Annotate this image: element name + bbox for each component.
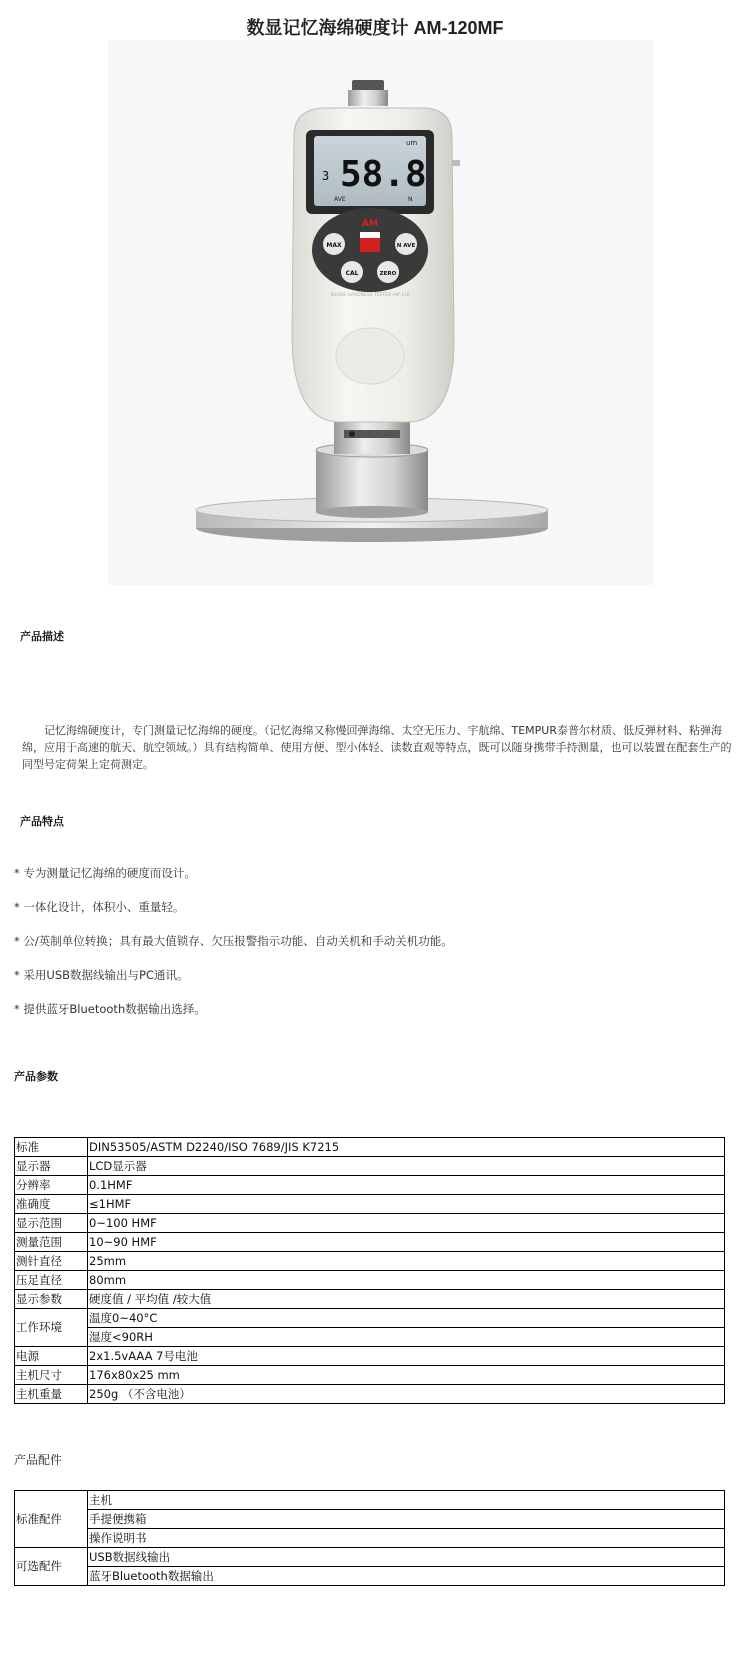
table-row [15,1233,725,1252]
lcd-value: 58.8 [340,154,427,195]
acc-value: USB数据线输出 [88,1548,725,1567]
feature-item: * 采用USB数据线输出与PC通讯。 [14,968,189,982]
table-row [15,1385,725,1404]
features-heading: 产品特点 [20,816,64,828]
param-value: 10~90 HMF [88,1233,725,1252]
param-value: 0.1HMF [88,1176,725,1195]
table-row [15,1138,725,1157]
table-row [15,1176,725,1195]
param-key: 分辨率 [15,1176,88,1195]
param-value: DIN53505/ASTM D2240/ISO 7689/JIS K7215 [88,1138,725,1157]
feature-item: * 一体化设计，体积小、重量轻。 [14,900,185,914]
param-value: ≤1HMF [88,1195,725,1214]
table-row [15,1491,725,1510]
table-row [15,1309,725,1328]
param-key: 电源 [15,1347,88,1366]
param-key: 主机尺寸 [15,1366,88,1385]
params-table [14,1137,725,1404]
param-key: 显示器 [15,1157,88,1176]
param-key: 显示参数 [15,1290,88,1309]
acc-value: 主机 [88,1491,725,1510]
zero-button[interactable]: ZERO [379,271,397,277]
param-key: 准确度 [15,1195,88,1214]
table-row [15,1567,725,1586]
param-key: 主机重量 [15,1385,88,1404]
accessories-table [14,1490,725,1586]
table-row [15,1347,725,1366]
table-row [15,1548,725,1567]
feature-item: * 专为测量记忆海绵的硬度而设计。 [14,866,196,880]
acc-key: 可选配件 [15,1548,88,1586]
feature-item: * 公/英制单位转换；具有最大值锁存、欠压报警指示功能、自动关机和手动关机功能。 [14,934,453,948]
lcd-unit: um [406,139,418,147]
param-value: 硬度值 / 平均值 /较大值 [88,1290,725,1309]
param-value: 温度0~40°C [88,1309,725,1328]
param-value: 0~100 HMF [88,1214,725,1233]
acc-value: 操作说明书 [88,1529,725,1548]
brand-logo: AM [362,219,378,229]
table-row [15,1157,725,1176]
max-button[interactable]: MAX [326,242,342,249]
param-value: 80mm [88,1271,725,1290]
table-row [15,1510,725,1529]
acc-value: 手提便携箱 [88,1510,725,1529]
accessories-heading: 产品配件 [14,1453,63,1467]
param-key: 压足直径 [15,1271,88,1290]
table-row [15,1529,725,1548]
param-key: 工作环境 [15,1309,88,1347]
param-key: 标准 [15,1138,88,1157]
table-row [15,1328,725,1347]
product-photo [108,40,654,585]
n-ave-button[interactable]: N AVE [396,243,416,249]
param-value: 2x1.5vAAA 7号电池 [88,1347,725,1366]
params-heading: 产品参数 [14,1071,58,1083]
param-value: 250g （不含电池） [88,1385,725,1404]
param-value: 湿度<90RH [88,1328,725,1347]
table-row [15,1366,725,1385]
cal-button[interactable]: CAL [345,270,359,277]
param-value: 25mm [88,1252,725,1271]
ring-text: SHORE HARDNESS TESTER AM-120 [330,293,410,298]
page-title: 数显记忆海绵硬度计 AM-120MF [246,18,504,38]
param-value: 176x80x25 mm [88,1366,725,1385]
table-row [15,1195,725,1214]
table-row [15,1214,725,1233]
description-text: 记忆海绵硬度计，专门测量记忆海绵的硬度。（记忆海绵又称慢回弹海绵、太空无压力、宇航绵、TEMPUR泰普尔材质、低反弹材料、粘弹海绵，应用于高速的航天、航空领域。）具有结构简单、使用方便、型小体轻、读数直观等特点，既可以随身携带手持测量，也可以装置在配套生产的同型号定荷架上定荷测定。 [22,724,732,771]
acc-value: 蓝牙Bluetooth数据输出 [88,1567,725,1586]
hardness-tester-illustration [108,40,654,585]
table-row [15,1252,725,1271]
table-row [15,1290,725,1309]
param-key: 测量范围 [15,1233,88,1252]
feature-item: * 提供蓝牙Bluetooth数据输出选择。 [14,1002,206,1016]
lcd-ave: AVE [334,196,346,203]
acc-key: 标准配件 [15,1491,88,1548]
param-value: LCD显示器 [88,1157,725,1176]
lcd-side: 3 [322,169,330,183]
description-heading: 产品描述 [20,631,64,643]
lcd-n: N [408,196,413,203]
table-row [15,1271,725,1290]
param-key: 测针直径 [15,1252,88,1271]
param-key: 显示范围 [15,1214,88,1233]
